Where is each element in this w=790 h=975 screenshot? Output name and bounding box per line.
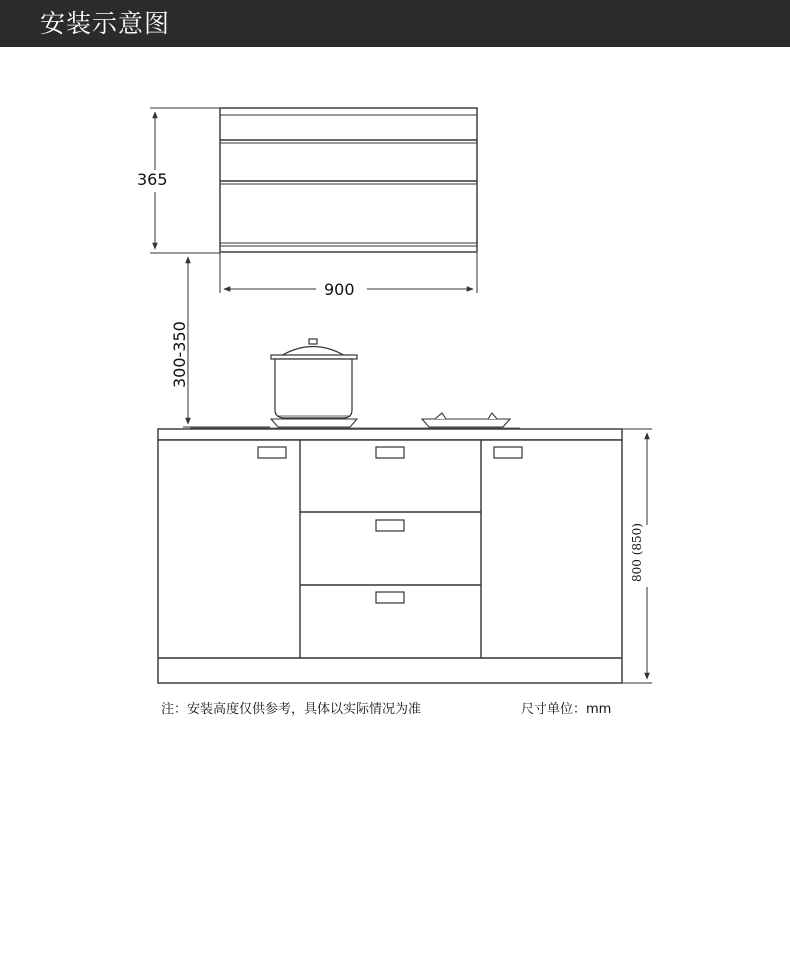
disclaimer-note: 注：安装高度仅供参考，具体以实际情况为准 xyxy=(161,702,422,717)
cabinet xyxy=(158,429,622,683)
hood-width-label: 900 xyxy=(324,280,355,299)
range-hood xyxy=(220,108,477,252)
stove-burners xyxy=(190,413,520,428)
cabinet-height-label: 800 (850) xyxy=(630,523,644,582)
install-height-dimension xyxy=(183,257,270,427)
unit-note: 尺寸单位：mm xyxy=(521,702,612,717)
page-title: 安装示意图 xyxy=(40,9,171,38)
pot-illustration xyxy=(271,339,357,418)
hood-height-label: 365 xyxy=(137,170,168,189)
install-height-label: 300-350 xyxy=(170,321,189,388)
